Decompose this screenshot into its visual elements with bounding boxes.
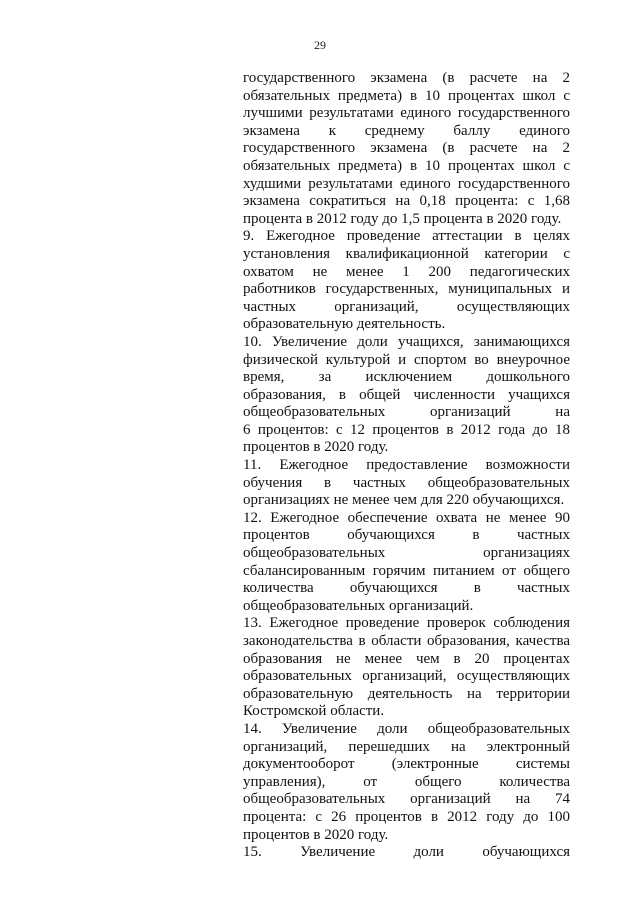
paragraph-8 bbox=[243, 844, 570, 862]
text-line: общеобразовательных организаций. bbox=[243, 597, 474, 614]
text-line: процента в 2012 году до 1,5 процента в 2020 году. bbox=[243, 210, 562, 227]
text-line: 15. Увеличение доли обучающихся bbox=[243, 844, 570, 861]
text-line: установления квалификационной категории с bbox=[243, 245, 570, 262]
text-line: образовательных организаций, осуществляющих bbox=[243, 668, 570, 685]
text-line: время, за исключением дошкольного bbox=[243, 369, 570, 386]
text-line: количества обучающихся в частных bbox=[243, 580, 570, 597]
paragraph-5 bbox=[243, 510, 570, 616]
text-line: процентов обучающихся в частных bbox=[243, 527, 570, 544]
text-line: образовательную деятельность на территории bbox=[243, 685, 570, 702]
text-line: работников государственных, муниципальных и bbox=[243, 281, 570, 298]
text-line: образовательную деятельность. bbox=[243, 316, 446, 333]
text-line: обязательных предмета) в 10 процентах школ с bbox=[243, 157, 570, 174]
text-line: худшими результатами единого государственного bbox=[243, 175, 570, 192]
paragraph-4 bbox=[243, 457, 570, 510]
text-line: обучения в частных общеобразовательных bbox=[243, 474, 570, 491]
text-line: экзамена к среднему баллу единого bbox=[243, 122, 570, 139]
text-line: организациях не менее чем для 220 обучающихся. bbox=[243, 492, 565, 509]
text-line: образования не менее чем в 20 процентах bbox=[243, 650, 570, 667]
paragraph-1 bbox=[243, 70, 570, 228]
text-line: охватом не менее 1 200 педагогических bbox=[243, 263, 570, 280]
text-line: 12. Ежегодное обеспечение охвата не менее 90 bbox=[243, 509, 570, 526]
page-number: 29 bbox=[314, 38, 326, 52]
text-line: законодательства в области образования, качества bbox=[243, 633, 570, 649]
text-line: документооборот (электронные системы bbox=[243, 756, 570, 773]
text-line: организаций, перешедших на электронный bbox=[243, 738, 570, 755]
text-line: процентов в 2020 году. bbox=[243, 439, 389, 456]
text-line: Костромской области. bbox=[243, 703, 385, 720]
text-line: 11. Ежегодное предоставление возможности bbox=[243, 457, 570, 474]
text-line: государственного экзамена (в расчете на 2 bbox=[243, 140, 570, 157]
text-line: сбалансированным горячим питанием от общего bbox=[243, 562, 570, 579]
text-line: 10. Увеличение доли учащихся, занимающихся bbox=[243, 333, 570, 350]
text-line: физической культурой и спортом во внеурочное bbox=[243, 351, 570, 368]
text-line: 14. Увеличение доли общеобразовательных bbox=[243, 720, 570, 737]
paragraph-2 bbox=[243, 228, 570, 334]
text-column bbox=[243, 70, 570, 862]
text-line: государственного экзамена (в расчете на 2 bbox=[243, 70, 570, 86]
text-line: 9. Ежегодное проведение аттестации в целях bbox=[243, 228, 570, 245]
paragraph-6 bbox=[243, 615, 570, 721]
text-line: общеобразовательных организациях bbox=[243, 545, 570, 562]
text-line: лучшими результатами единого государственного bbox=[243, 105, 570, 122]
text-line: общеобразовательных организаций на 74 bbox=[243, 791, 570, 808]
text-line: 13. Ежегодное проведение проверок соблюдения bbox=[243, 615, 570, 632]
text-line: образования, в общей численности учащихся bbox=[243, 386, 570, 403]
text-line: управления), от общего количества bbox=[243, 773, 570, 790]
text-line: 6 процентов: с 12 процентов в 2012 года до 18 bbox=[243, 421, 570, 438]
text-line: обязательных предмета) в 10 процентах школ с bbox=[243, 87, 570, 104]
text-line: экзамена сократиться на 0,18 процента: с 1,68 bbox=[243, 193, 570, 210]
text-line: общеобразовательных организаций на bbox=[243, 404, 570, 421]
text-line: процентов в 2020 году. bbox=[243, 826, 389, 843]
paragraph-3 bbox=[243, 334, 570, 457]
text-line: процента: с 26 процентов в 2012 году до 100 bbox=[243, 808, 570, 825]
paragraph-7 bbox=[243, 721, 570, 844]
text-line: частных организаций, осуществляющих bbox=[243, 298, 570, 315]
